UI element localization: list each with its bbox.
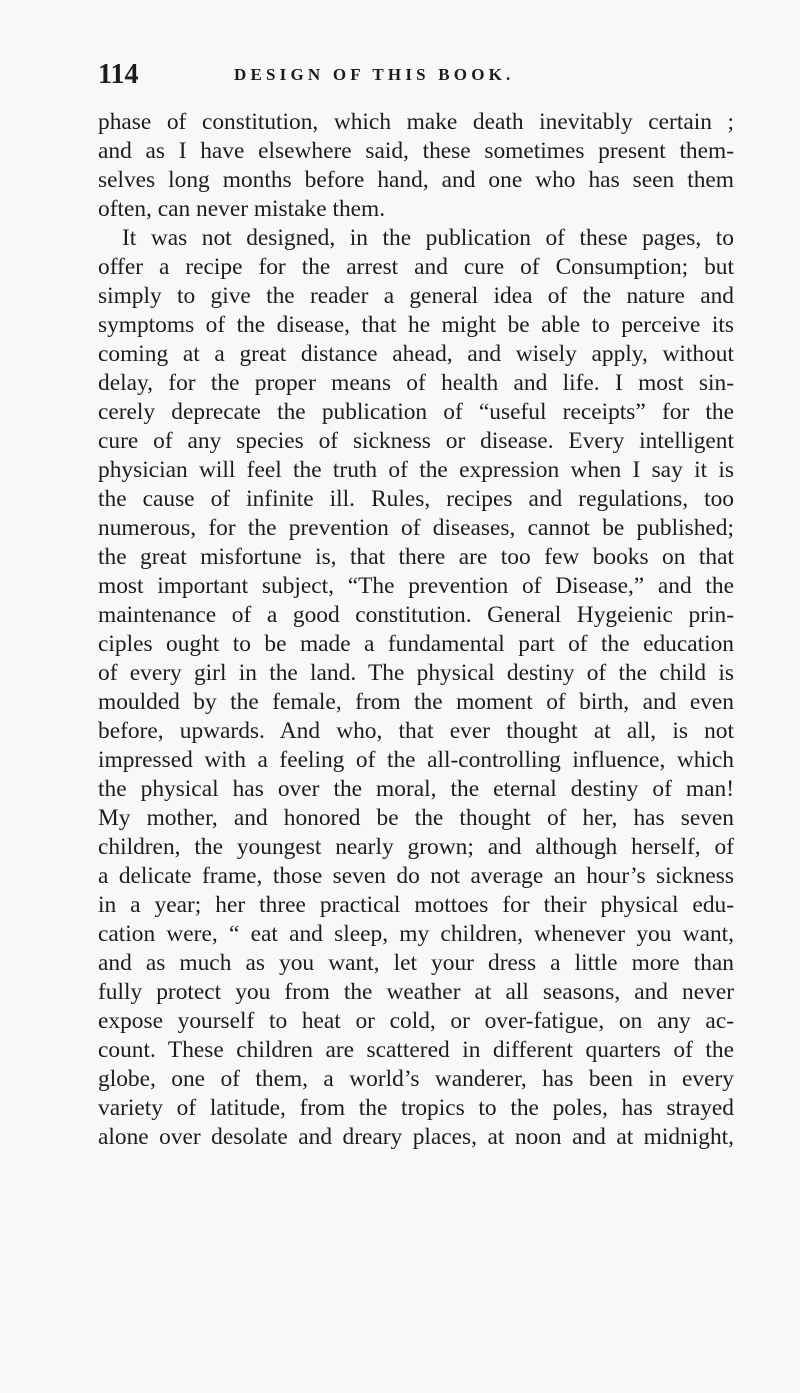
text-line: children, the youngest nearly grown; and although herself, of	[98, 834, 734, 860]
text-line: symptoms of the disease, that he might be able to perceive its	[98, 312, 734, 338]
text-line: most important subject, “The prevention of Disease,” and the	[98, 573, 734, 599]
text-line: a delicate frame, those seven do not average an hour’s sickness	[98, 863, 734, 889]
text-line: fully protect you from the weather at all seasons, and never	[98, 979, 734, 1005]
running-head: DESIGN OF THIS BOOK.	[234, 65, 515, 84]
text-line: selves long months before hand, and one who has seen them	[98, 167, 734, 193]
text-line: before, upwards. And who, that ever thought at all, is not	[98, 718, 734, 744]
text-line: simply to give the reader a general idea of the nature and	[98, 283, 734, 309]
text-line: alone over desolate and dreary places, at noon and at midnight,	[98, 1124, 734, 1150]
text-line: cerely deprecate the publication of “useful receipts” for the	[98, 399, 734, 425]
text-line: phase of constitution, which make death inevitably certain ;	[98, 109, 734, 135]
text-line: moulded by the female, from the moment of birth, and even	[98, 689, 734, 715]
text-line: the great misfortune is, that there are too few books on that	[98, 544, 734, 570]
text-line: the physical has over the moral, the eternal destiny of man!	[98, 776, 734, 802]
text-line: count. These children are scattered in different quarters of the	[98, 1037, 734, 1063]
text-line: and as much as you want, let your dress a little more than	[98, 950, 734, 976]
text-line: globe, one of them, a world’s wanderer, has been in every	[98, 1066, 734, 1092]
text-line: variety of latitude, from the tropics to the poles, has strayed	[98, 1095, 734, 1121]
text-line: delay, for the proper means of health and life. I most sin-	[98, 370, 734, 396]
text-line: maintenance of a good constitution. General Hygeienic prin-	[98, 602, 734, 628]
text-line: coming at a great distance ahead, and wisely apply, without	[98, 341, 734, 367]
text-line: expose yourself to heat or cold, or over-fatigue, on any ac-	[98, 1008, 734, 1034]
text-line: impressed with a feeling of the all-controlling influence, which	[98, 747, 734, 773]
page-header	[98, 55, 734, 95]
text-line: cure of any species of sickness or disease. Every intelligent	[98, 428, 734, 454]
text-line: and as I have elsewhere said, these sometimes present them-	[98, 138, 734, 164]
body-text	[98, 108, 734, 1152]
text-line: in a year; her three practical mottoes for their physical edu-	[98, 892, 734, 918]
text-line: of every girl in the land. The physical destiny of the child is	[98, 660, 734, 686]
text-line: numerous, for the prevention of diseases, cannot be published;	[98, 515, 734, 541]
page-number: 114	[98, 59, 139, 90]
text-line: cation were, “ eat and sleep, my children, whenever you want,	[98, 921, 734, 947]
text-line: It was not designed, in the publication of these pages, to	[122, 225, 734, 251]
text-line: the cause of infinite ill. Rules, recipes and regulations, too	[98, 486, 734, 512]
text-line: ciples ought to be made a fundamental part of the education	[98, 631, 734, 657]
text-line: offer a recipe for the arrest and cure of Consumption; but	[98, 254, 734, 280]
text-line: My mother, and honored be the thought of her, has seven	[98, 805, 734, 831]
text-line: physician will feel the truth of the expression when I say it is	[98, 457, 734, 483]
text-line: often, can never mistake them.	[98, 196, 386, 222]
